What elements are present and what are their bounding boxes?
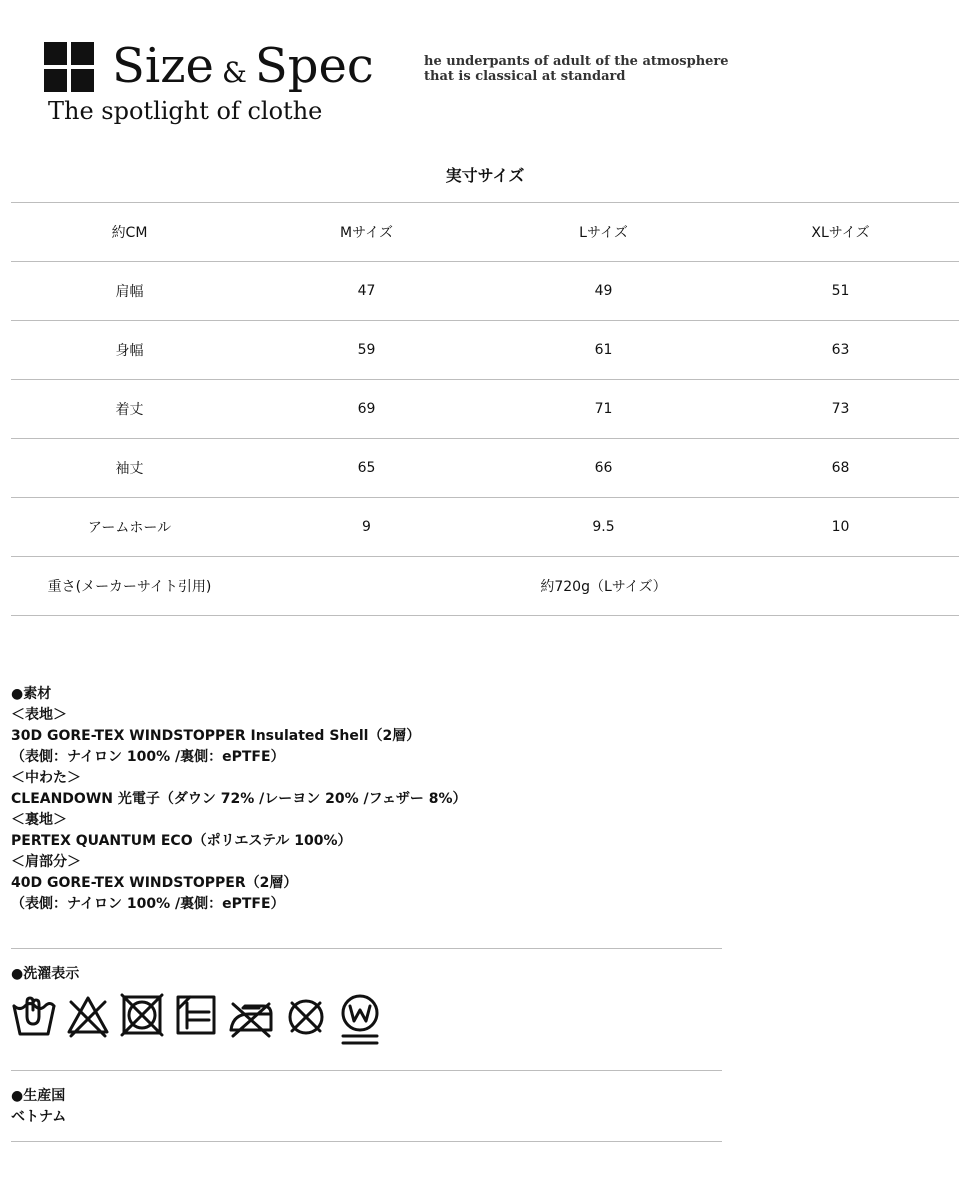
table-header-cell: Mサイズ — [248, 203, 485, 262]
table-cell: 10 — [722, 498, 959, 557]
logo-title-size: Size — [112, 38, 214, 94]
materials-line: 40D GORE-TEX WINDSTOPPER（2層） — [11, 875, 298, 891]
table-cell: 51 — [722, 262, 959, 321]
tagline-line-2: that is classical at standard — [424, 69, 626, 84]
table-row — [11, 262, 959, 321]
tagline-line-1: he underpants of adult of the atmosphere — [424, 54, 729, 69]
line-dry-shade-icon — [173, 992, 219, 1042]
materials-line: ＜表地＞ — [11, 707, 67, 723]
weight-value: 約720g（Lサイズ） — [248, 557, 959, 616]
table-cell: 9.5 — [485, 498, 722, 557]
table-row — [11, 380, 959, 439]
materials-line: （表側：ナイロン 100% /裏側：ePTFE） — [11, 896, 285, 912]
row-label: 肩幅 — [11, 262, 248, 321]
materials-line: 30D GORE-TEX WINDSTOPPER Insulated Shell（2層） — [11, 728, 421, 744]
logo-title — [112, 36, 374, 103]
logo-title-amp: & — [221, 56, 247, 89]
no-tumble-dry-icon — [119, 992, 165, 1042]
materials-line: PERTEX QUANTUM ECO（ポリエステル 100%） — [11, 833, 352, 849]
table-header-cell: XLサイズ — [722, 203, 959, 262]
no-bleach-icon — [65, 992, 111, 1042]
table-row — [11, 439, 959, 498]
size-table — [11, 202, 959, 616]
row-label: アームホール — [11, 498, 248, 557]
materials-line: CLEANDOWN 光電子（ダウン 72% /レーヨン 20% /フェザー 8%） — [11, 791, 467, 807]
tagline — [424, 54, 729, 84]
table-cell: 9 — [248, 498, 485, 557]
materials-section — [11, 684, 467, 915]
materials-heading: ●素材 — [11, 686, 52, 702]
table-row-weight — [11, 557, 959, 616]
row-label: 着丈 — [11, 380, 248, 439]
table-cell: 59 — [248, 321, 485, 380]
materials-line: ＜中わた＞ — [11, 770, 81, 786]
no-iron-icon — [227, 992, 275, 1042]
table-cell: 61 — [485, 321, 722, 380]
table-row — [11, 321, 959, 380]
divider — [11, 1070, 722, 1071]
size-table-title: 実寸サイズ — [445, 166, 525, 185]
table-cell: 65 — [248, 439, 485, 498]
materials-line: ＜肩部分＞ — [11, 854, 81, 870]
table-cell: 69 — [248, 380, 485, 439]
row-label: 身幅 — [11, 321, 248, 380]
divider — [11, 1141, 722, 1142]
table-cell: 68 — [722, 439, 959, 498]
table-header-cell: 約CM — [11, 203, 248, 262]
washing-icons — [11, 992, 383, 1048]
table-row — [11, 498, 959, 557]
table-header-cell: Lサイズ — [485, 203, 722, 262]
materials-line: ＜裏地＞ — [11, 812, 67, 828]
logo-subtitle: The spotlight of clothe — [48, 97, 323, 125]
origin-heading: ●生産国 — [11, 1088, 66, 1104]
table-cell: 47 — [248, 262, 485, 321]
table-cell: 63 — [722, 321, 959, 380]
hand-wash-icon — [11, 992, 57, 1042]
table-cell: 71 — [485, 380, 722, 439]
no-dry-clean-icon — [283, 992, 329, 1042]
table-cell: 73 — [722, 380, 959, 439]
weight-label: 重さ(メーカーサイト引用) — [11, 557, 248, 616]
logo-title-spec: Spec — [254, 38, 374, 94]
wet-clean-gentle-icon — [337, 992, 383, 1052]
row-label: 袖丈 — [11, 439, 248, 498]
table-cell: 66 — [485, 439, 722, 498]
materials-line: （表側：ナイロン 100% /裏側：ePTFE） — [11, 749, 285, 765]
divider — [11, 948, 722, 949]
table-header-row — [11, 203, 959, 262]
logo-mark — [44, 42, 94, 92]
origin-value: ベトナム — [11, 1109, 67, 1125]
washing-heading: ●洗濯表示 — [11, 966, 80, 982]
table-cell: 49 — [485, 262, 722, 321]
